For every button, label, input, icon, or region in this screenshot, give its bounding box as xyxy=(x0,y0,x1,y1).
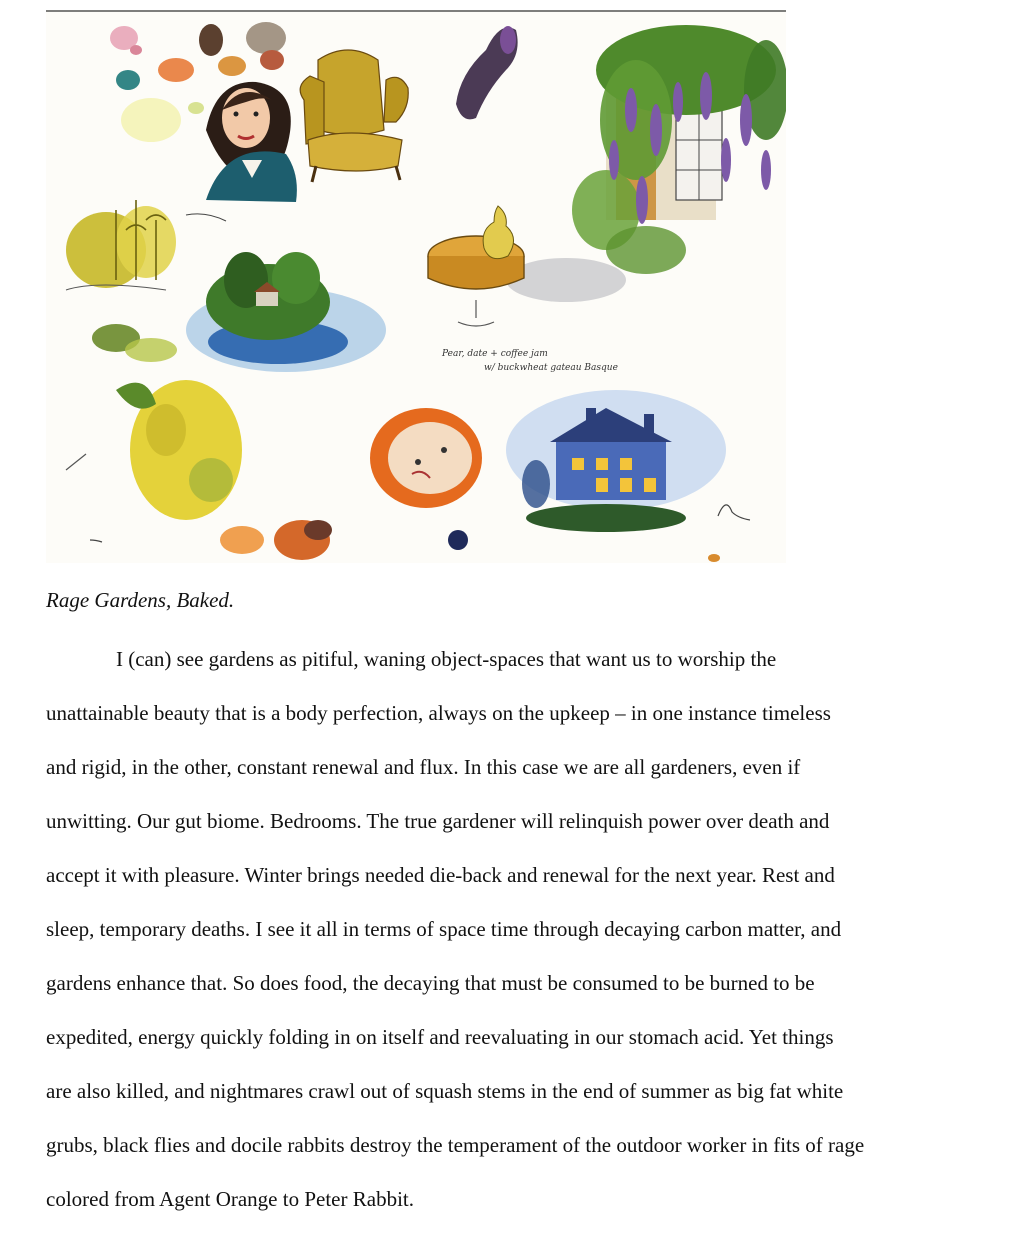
note-line-1: Pear, date + coffee jam xyxy=(442,349,548,359)
wisteria-house-painting xyxy=(572,25,786,274)
paragraph-line: unwitting. Our gut biome. Bedrooms. The true gardener will relinquish power over death and xyxy=(46,809,830,833)
blue-house-painting xyxy=(506,390,726,532)
paragraph-line: colored from Agent Orange to Peter Rabbit. xyxy=(46,1187,414,1211)
paragraph-line: accept it with pleasure. Winter brings needed die-back and renewal for the next year. Rest and xyxy=(46,863,835,887)
figure-caption: Rage Gardens, Baked. xyxy=(46,588,235,612)
paragraph-line: gardens enhance that. So does food, the decaying that must be consumed to be burned to be xyxy=(46,971,815,995)
note-line-2: w/ buckwheat gateau Basque xyxy=(484,363,618,373)
paragraph-line: and rigid, in the other, constant renewal and flux. In this case we are all gardeners, even if xyxy=(46,755,801,779)
watercolor-illustration xyxy=(46,10,786,563)
paragraph-line: grubs, black flies and docile rabbits destroy the temperament of the outdoor worker in fits of rage xyxy=(46,1133,865,1157)
armchair-sketch xyxy=(300,50,408,182)
lemon-sketch xyxy=(66,380,242,520)
paragraph-line: are also killed, and nightmares crawl out of squash stems in the end of summer as big fat white xyxy=(46,1079,844,1103)
paragraph-line: expedited, energy quickly folding in on itself and reevaluating in our stomach acid. Yet things xyxy=(46,1025,834,1049)
handwritten-note xyxy=(441,349,618,373)
paragraph-line: sleep, temporary deaths. I see it all in terms of space time through decaying carbon matter, and xyxy=(46,917,842,941)
portrait-sketch xyxy=(206,82,297,202)
paragraph-line: I (can) see gardens as pitiful, waning object-spaces that want us to worship the xyxy=(116,647,777,671)
face-sketch xyxy=(370,408,482,508)
paragraph-line: unattainable beauty that is a body perfection, always on the upkeep – in one instance timeless xyxy=(46,701,831,725)
purple-splash xyxy=(456,26,518,119)
island-painting xyxy=(186,252,386,372)
watercolor-sketches xyxy=(46,10,786,563)
body-paragraph xyxy=(46,640,966,1234)
